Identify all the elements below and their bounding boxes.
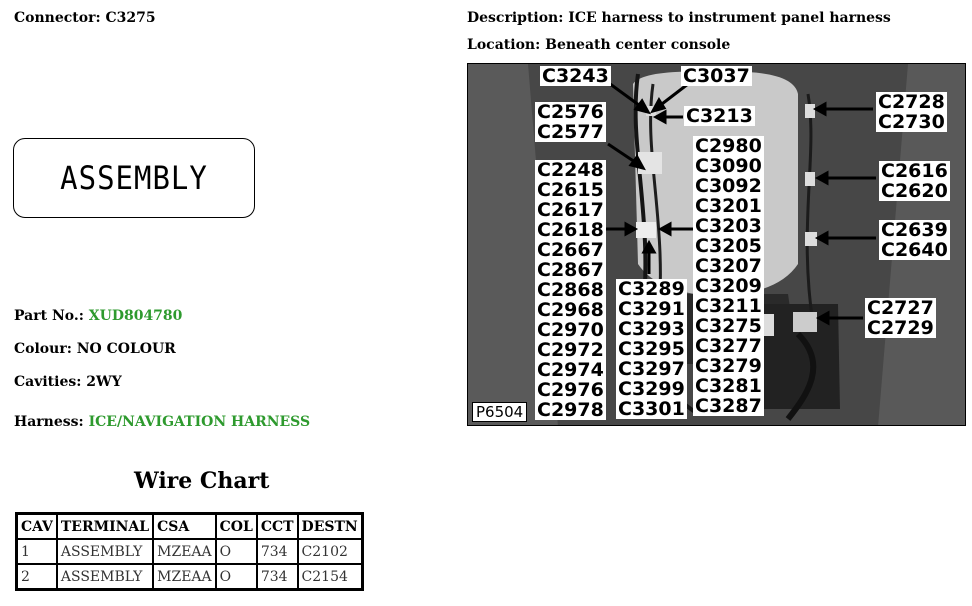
callout-label: C2727 xyxy=(867,297,934,319)
cell-cct: 734 xyxy=(257,564,298,590)
callout-label: C2639 xyxy=(881,219,948,241)
callout-label: C3201 xyxy=(695,195,762,217)
cell-destn: C2154 xyxy=(298,564,363,590)
callout-label: C3211 xyxy=(695,295,762,317)
header-cct: CCT xyxy=(257,514,298,540)
colour-label: Colour: NO COLOUR xyxy=(14,341,176,357)
callout-label: C2868 xyxy=(537,279,604,301)
callout-label: C2616 xyxy=(881,160,948,182)
callout-label: C3207 xyxy=(695,255,762,277)
callout-label: C2615 xyxy=(537,179,604,201)
callout-label: C2617 xyxy=(537,199,604,221)
callout-label: C2618 xyxy=(537,219,604,241)
wire-chart-title: Wire Chart xyxy=(134,468,270,494)
location-label: Location: Beneath center console xyxy=(467,37,731,53)
harness-label: Harness: xyxy=(14,414,84,430)
header-csa: CSA xyxy=(153,514,216,540)
connector-location-photo xyxy=(467,63,966,426)
cell-destn: C2102 xyxy=(298,539,363,564)
callout-label: C3297 xyxy=(618,358,685,380)
callout-group-right-center-column xyxy=(693,136,764,416)
callout-group-r2 xyxy=(879,161,950,201)
callout-label: C3092 xyxy=(695,175,762,197)
callout-label: C2728 xyxy=(878,91,945,113)
cell-cav: 2 xyxy=(17,564,57,590)
callout-label: C3295 xyxy=(618,338,685,360)
callout-group-left-upper xyxy=(535,102,606,142)
description-label: Description: ICE harness to instrument panel harness xyxy=(467,10,891,26)
cavities-label: Cavities: 2WY xyxy=(14,374,122,390)
callout-label: C2620 xyxy=(881,180,948,202)
part-number-row xyxy=(14,308,182,324)
callout-label: C2974 xyxy=(537,359,604,381)
callout-label: C2667 xyxy=(537,239,604,261)
callout-label: C2968 xyxy=(537,299,604,321)
callout-label: C3301 xyxy=(618,398,685,420)
image-reference-code: P6504 xyxy=(472,402,527,422)
cell-col: O xyxy=(216,564,257,590)
callout-label: C2248 xyxy=(537,159,604,181)
callout-label: C3289 xyxy=(618,278,685,300)
callout-label: C3090 xyxy=(695,155,762,177)
cell-csa: MZEAA xyxy=(153,564,216,590)
cell-col: O xyxy=(216,539,257,564)
cell-csa: MZEAA xyxy=(153,539,216,564)
callout-label: C3203 xyxy=(695,215,762,237)
callout-group-r1 xyxy=(876,92,947,132)
callout-label: C3279 xyxy=(695,355,762,377)
callout-label: C2576 xyxy=(537,101,604,123)
callout-c3037: C3037 xyxy=(683,65,750,87)
callout-label: C2867 xyxy=(537,259,604,281)
callout-label: C2980 xyxy=(695,135,762,157)
callout-label: C3275 xyxy=(695,315,762,337)
callout-group-middle-column xyxy=(616,279,687,419)
callout-label: C3293 xyxy=(618,318,685,340)
part-number-value[interactable]: XUD804780 xyxy=(88,308,183,324)
callout-group-left-column xyxy=(535,160,606,420)
callout-label: C3205 xyxy=(695,235,762,257)
cell-terminal: ASSEMBLY xyxy=(57,539,153,564)
cell-cct: 734 xyxy=(257,539,298,564)
callout-label: C3209 xyxy=(695,275,762,297)
callout-label: C2972 xyxy=(537,339,604,361)
callout-label: C2729 xyxy=(867,317,934,339)
header-cav: CAV xyxy=(17,514,57,540)
wire-chart-table xyxy=(15,512,364,591)
callout-label: C2640 xyxy=(881,239,948,261)
callout-group-r4 xyxy=(865,298,936,338)
callout-c3243: C3243 xyxy=(542,65,609,87)
header-col: COL xyxy=(216,514,257,540)
harness-value[interactable]: ICE/NAVIGATION HARNESS xyxy=(88,414,311,430)
callout-label: C2970 xyxy=(537,319,604,341)
table-row xyxy=(17,564,363,590)
callout-label: C2730 xyxy=(878,111,945,133)
callout-label: C3277 xyxy=(695,335,762,357)
assembly-box xyxy=(13,138,255,218)
callout-label: C2577 xyxy=(537,121,604,143)
callout-c3213: C3213 xyxy=(686,105,753,127)
callout-label: C3291 xyxy=(618,298,685,320)
callout-label: C2976 xyxy=(537,379,604,401)
callout-group-r3 xyxy=(879,220,950,260)
table-header-row xyxy=(17,514,363,540)
cell-cav: 1 xyxy=(17,539,57,564)
header-destn: DESTN xyxy=(298,514,363,540)
assembly-text: ASSEMBLY xyxy=(60,159,208,197)
part-number-label: Part No.: xyxy=(14,308,84,324)
cell-terminal: ASSEMBLY xyxy=(57,564,153,590)
harness-row xyxy=(14,414,310,430)
header-terminal: TERMINAL xyxy=(57,514,153,540)
callout-label: C2978 xyxy=(537,399,604,421)
connector-label: Connector: C3275 xyxy=(14,10,156,26)
callout-label: C3281 xyxy=(695,375,762,397)
callout-label: C3299 xyxy=(618,378,685,400)
table-row xyxy=(17,539,363,564)
callout-label: C3287 xyxy=(695,395,762,417)
